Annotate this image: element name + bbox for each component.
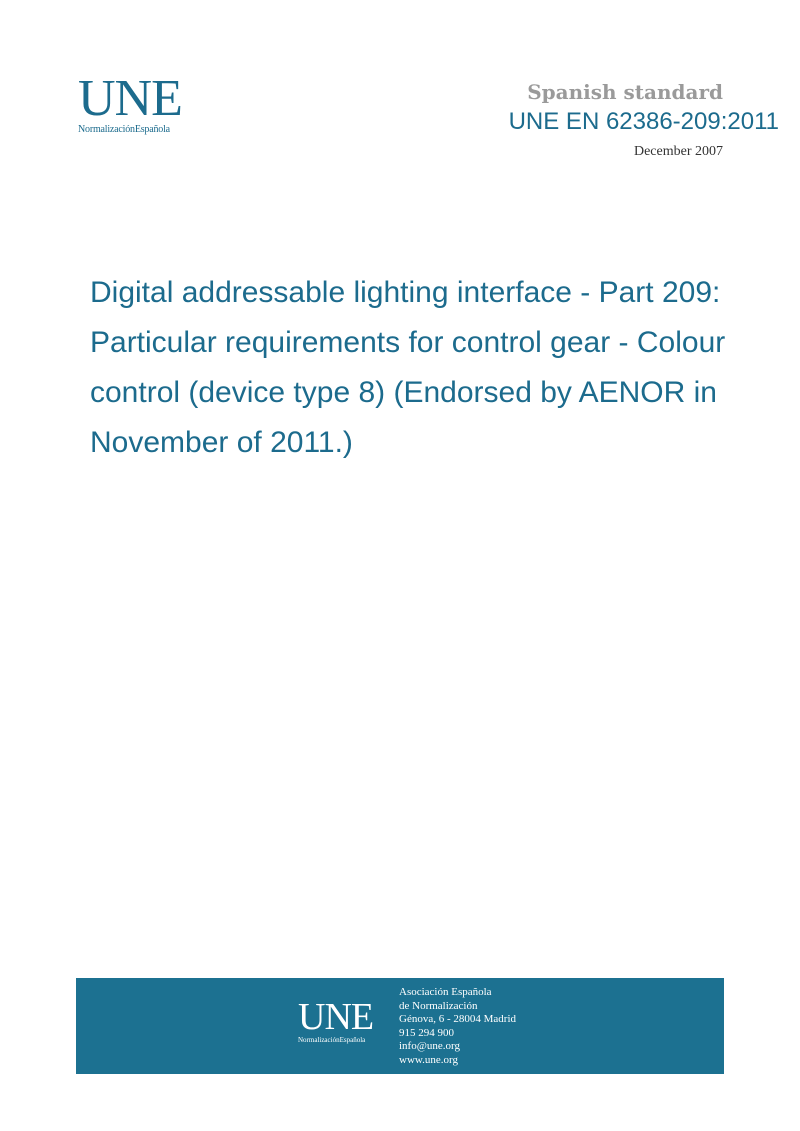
standard-date: December 2007 [633, 144, 723, 159]
footer-logo [298, 996, 380, 1044]
footer-org-line-2: de Normalización [399, 999, 478, 1012]
footer-website[interactable]: www.une.org [399, 1053, 458, 1066]
standard-code: UNE EN 62386-209:2011 [508, 108, 779, 135]
footer-logo-tagline-b: Española [339, 1036, 366, 1044]
footer-address: Génova, 6 - 28004 Madrid [399, 1013, 517, 1026]
footer-logo-tagline-a: Normalización [298, 1036, 340, 1044]
standard-header [508, 80, 779, 160]
footer-phone: 915 294 900 [399, 1026, 454, 1039]
document-title: Digital addressable lighting interface - Part 209: Particular requirements for control gear - Colour control (device type 8) (Endorsed by AENOR in November of 2011.) [90, 276, 726, 459]
logo-tagline-a: Normalización [78, 124, 135, 135]
footer-contact [399, 986, 516, 1068]
une-logo [78, 70, 193, 135]
footer-org-line-1: Asociación Española [399, 986, 492, 998]
footer-email[interactable]: info@une.org [399, 1040, 460, 1053]
logo-tagline-b: Española [134, 124, 170, 135]
logo-mark: UNE [78, 70, 182, 127]
footer-logo-mark: UNE [298, 996, 374, 1038]
standard-type: Spanish standard [527, 80, 723, 104]
footer-banner [76, 978, 724, 1074]
